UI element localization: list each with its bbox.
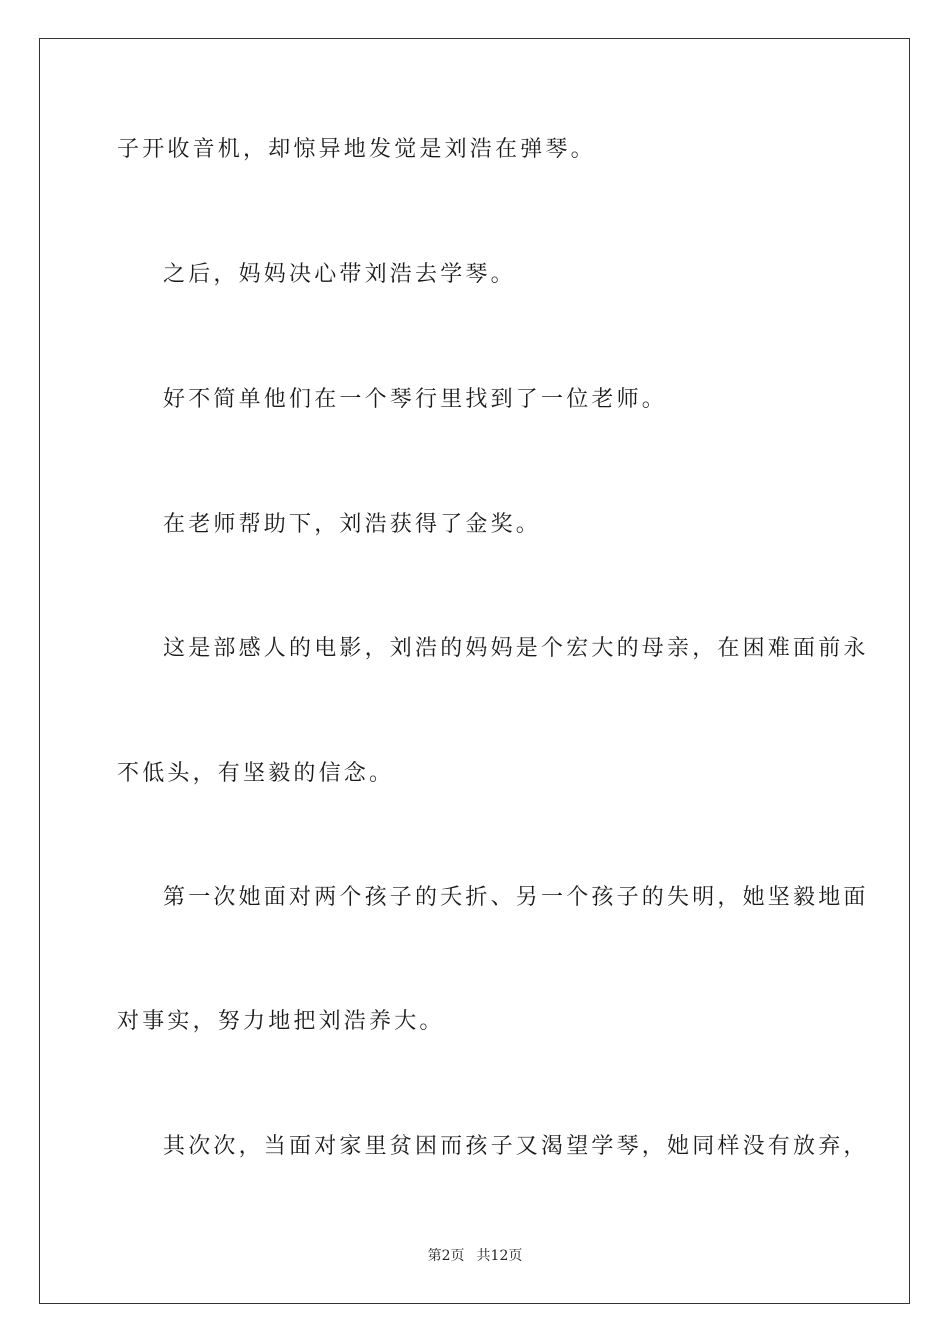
text-line-9: 其次次，当面对家里贫困而孩子又渴望学琴，她同样没有放弃，	[163, 1134, 869, 1159]
text-line-2: 之后，妈妈决心带刘浩去学琴。	[163, 262, 516, 287]
text-line-5: 这是部感人的电影，刘浩的妈妈是个宏大的母亲，在困难面前永	[163, 636, 869, 661]
page-number-total: 共12页	[476, 1248, 523, 1264]
text-line-7: 第一次她面对两个孩子的夭折、另一个孩子的失明，她坚毅地面	[163, 885, 869, 910]
page-border	[39, 38, 910, 1304]
text-line-8: 对事实，努力地把刘浩养大。	[117, 1009, 445, 1034]
text-line-3: 好不简单他们在一个琴行里找到了一位老师。	[163, 387, 668, 412]
text-line-6: 不低头，有坚毅的信念。	[117, 761, 395, 786]
text-line-4: 在老师帮助下，刘浩获得了金奖。	[163, 512, 542, 537]
page-number-current: 第2页	[427, 1248, 465, 1264]
page-footer	[0, 1246, 950, 1266]
text-line-1: 子开收音机，却惊异地发觉是刘浩在弹琴。	[117, 137, 596, 162]
